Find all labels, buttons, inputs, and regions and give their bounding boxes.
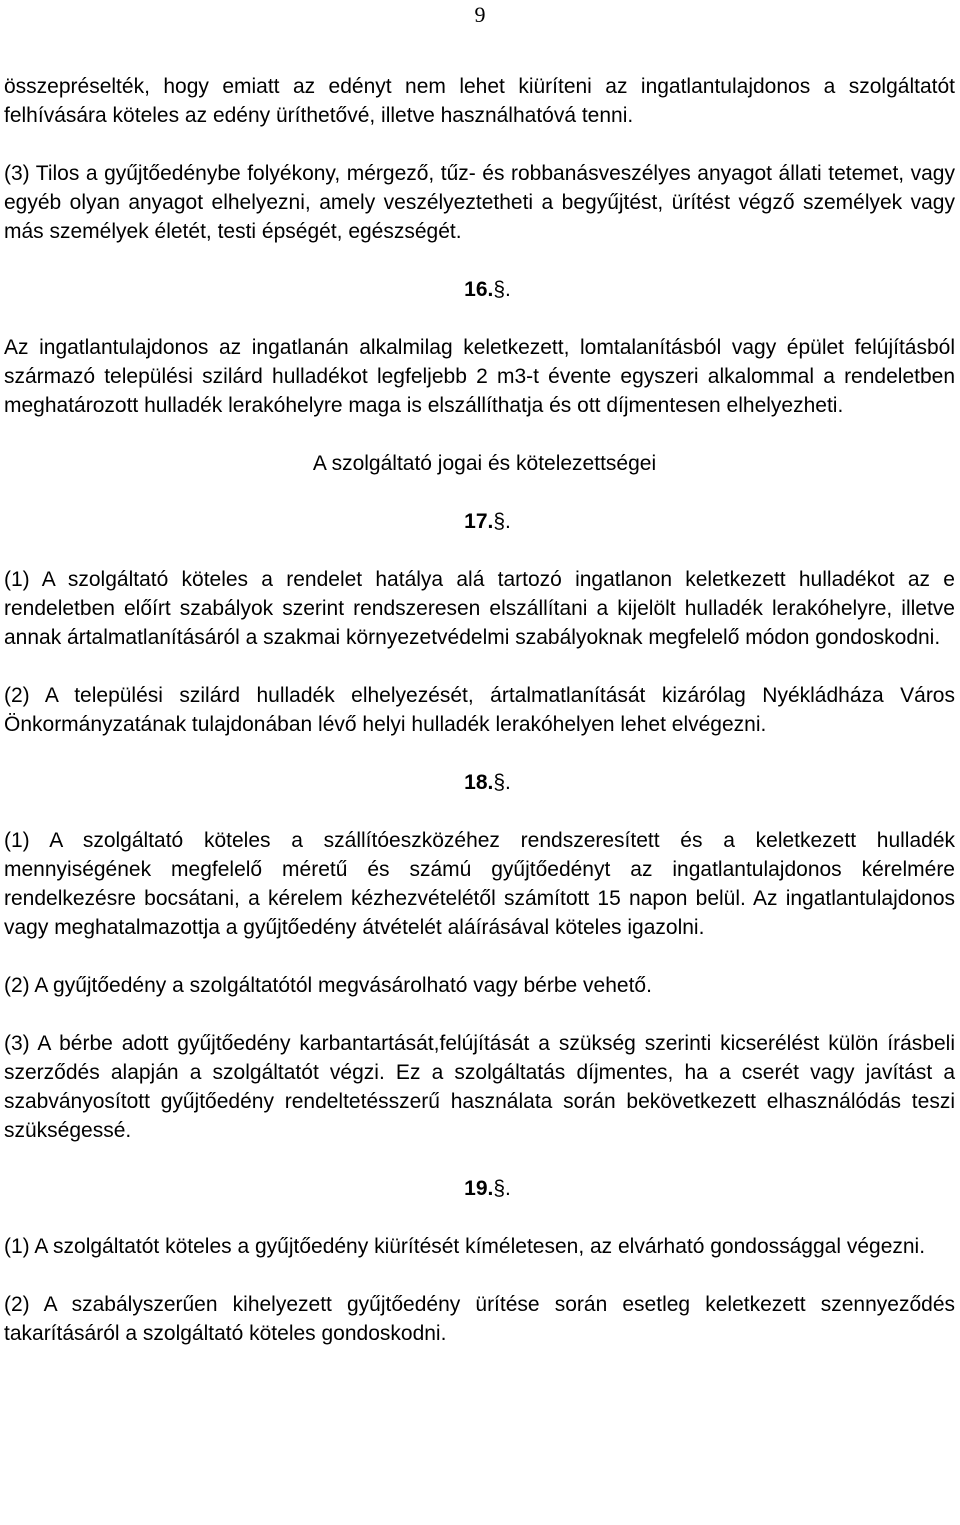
section-number: 18. bbox=[464, 771, 494, 794]
paragraph-16: Az ingatlantulajdonos az ingatlanán alkalmilag keletkezett, lomtalanításból vagy épület felújításból származó települési szilárd hulladékot legfeljebb 2 m3-t évente egyszeri alkalommal a rendeletben meghatározott hulladék lerakóhelyre maga is elszállíthatja és ott díjmentesen elhelyezheti. bbox=[4, 336, 955, 417]
page-number: 9 bbox=[474, 2, 486, 27]
section-heading-16 bbox=[4, 275, 955, 304]
section-heading-17 bbox=[4, 507, 955, 536]
paragraph-17-2: (2) A települési szilárd hulladék elhelyezését, ártalmatlanítását kizárólag Nyékládháza Város Önkormányzatának tulajdonában lévő helyi hulladék lerakóhelyen lehet elvégezni. bbox=[4, 684, 955, 736]
paragraph-continuation: összepréselték, hogy emiatt az edényt nem lehet kiüríteni az ingatlantulajdonos a szolgáltatót felhívására köteles az edény üríthetővé, illetve használhatóvá tenni. bbox=[4, 75, 955, 127]
section-number: 16. bbox=[464, 278, 494, 301]
paragraph-19-2: (2) A szabályszerűen kihelyezett gyűjtőedény ürítése során esetleg keletkezett szennyeződés takarításáról a szolgáltató köteles gondoskodni. bbox=[4, 1293, 955, 1345]
section-mark: §. bbox=[493, 1177, 511, 1200]
section-number: 19. bbox=[464, 1177, 494, 1200]
section-mark: §. bbox=[493, 771, 511, 794]
document-body bbox=[4, 72, 955, 1348]
paragraph-18-2: (2) A gyűjtőedény a szolgáltatótól megvásárolható vagy bérbe vehető. bbox=[4, 974, 652, 997]
paragraph-15-3: (3) Tilos a gyűjtőedénybe folyékony, mérgező, tűz- és robbanásveszélyes anyagot állati tetemet, vagy egyéb olyan anyagot elhelyezni, amely veszélyeztetheti a begyűjtést, ürítést végző személyek vagy más személyek életét, testi épségét, egészségét. bbox=[4, 162, 955, 243]
chapter-subtitle: A szolgáltató jogai és kötelezettségei bbox=[312, 452, 657, 475]
paragraph-18-3: (3) A bérbe adott gyűjtőedény karbantartását,felújítását a szükség szerinti kicserélést külön írásbeli szerződés alapján a szolgáltatót végzi. Ez a szolgáltatás díjmentes, ha a cserét vagy javítást a szabványosított gyűjtőedény rendeltetésszerű használata során bekövetkezett elhasználódás teszi szükségessé. bbox=[4, 1032, 955, 1142]
section-number: 17. bbox=[464, 510, 494, 533]
section-heading-19 bbox=[4, 1174, 955, 1203]
section-heading-18 bbox=[4, 768, 955, 797]
section-mark: §. bbox=[493, 278, 511, 301]
section-mark: §. bbox=[493, 510, 511, 533]
paragraph-18-1: (1) A szolgáltató köteles a szállítóeszközéhez rendszeresített és a keletkezett hulladék mennyiségének megfelelő méretű és számú gyűjtőedényt az ingatlantulajdonos kérelmére rendelkezésre bocsátani, a kérelem kézhezvételétől számított 15 napon belül. Az ingatlantulajdonos vagy meghatalmazottja a gyűjtőedény átvételét aláírásával köteles igazolni. bbox=[4, 829, 955, 939]
paragraph-19-1: (1) A szolgáltatót köteles a gyűjtőedény kiürítését kíméletesen, az elvárható gondossággal végezni. bbox=[4, 1235, 926, 1258]
paragraph-17-1: (1) A szolgáltató köteles a rendelet hatálya alá tartozó ingatlanon keletkezett hulladékot az e rendeletben előírt szabályok szerint rendszeresen elszállítani a kijelölt hulladék lerakóhelyre, illetve annak ártalmatlanításáról a szakmai környezetvédelmi szabályoknak megfelelő módon gondoskodni. bbox=[4, 568, 955, 649]
